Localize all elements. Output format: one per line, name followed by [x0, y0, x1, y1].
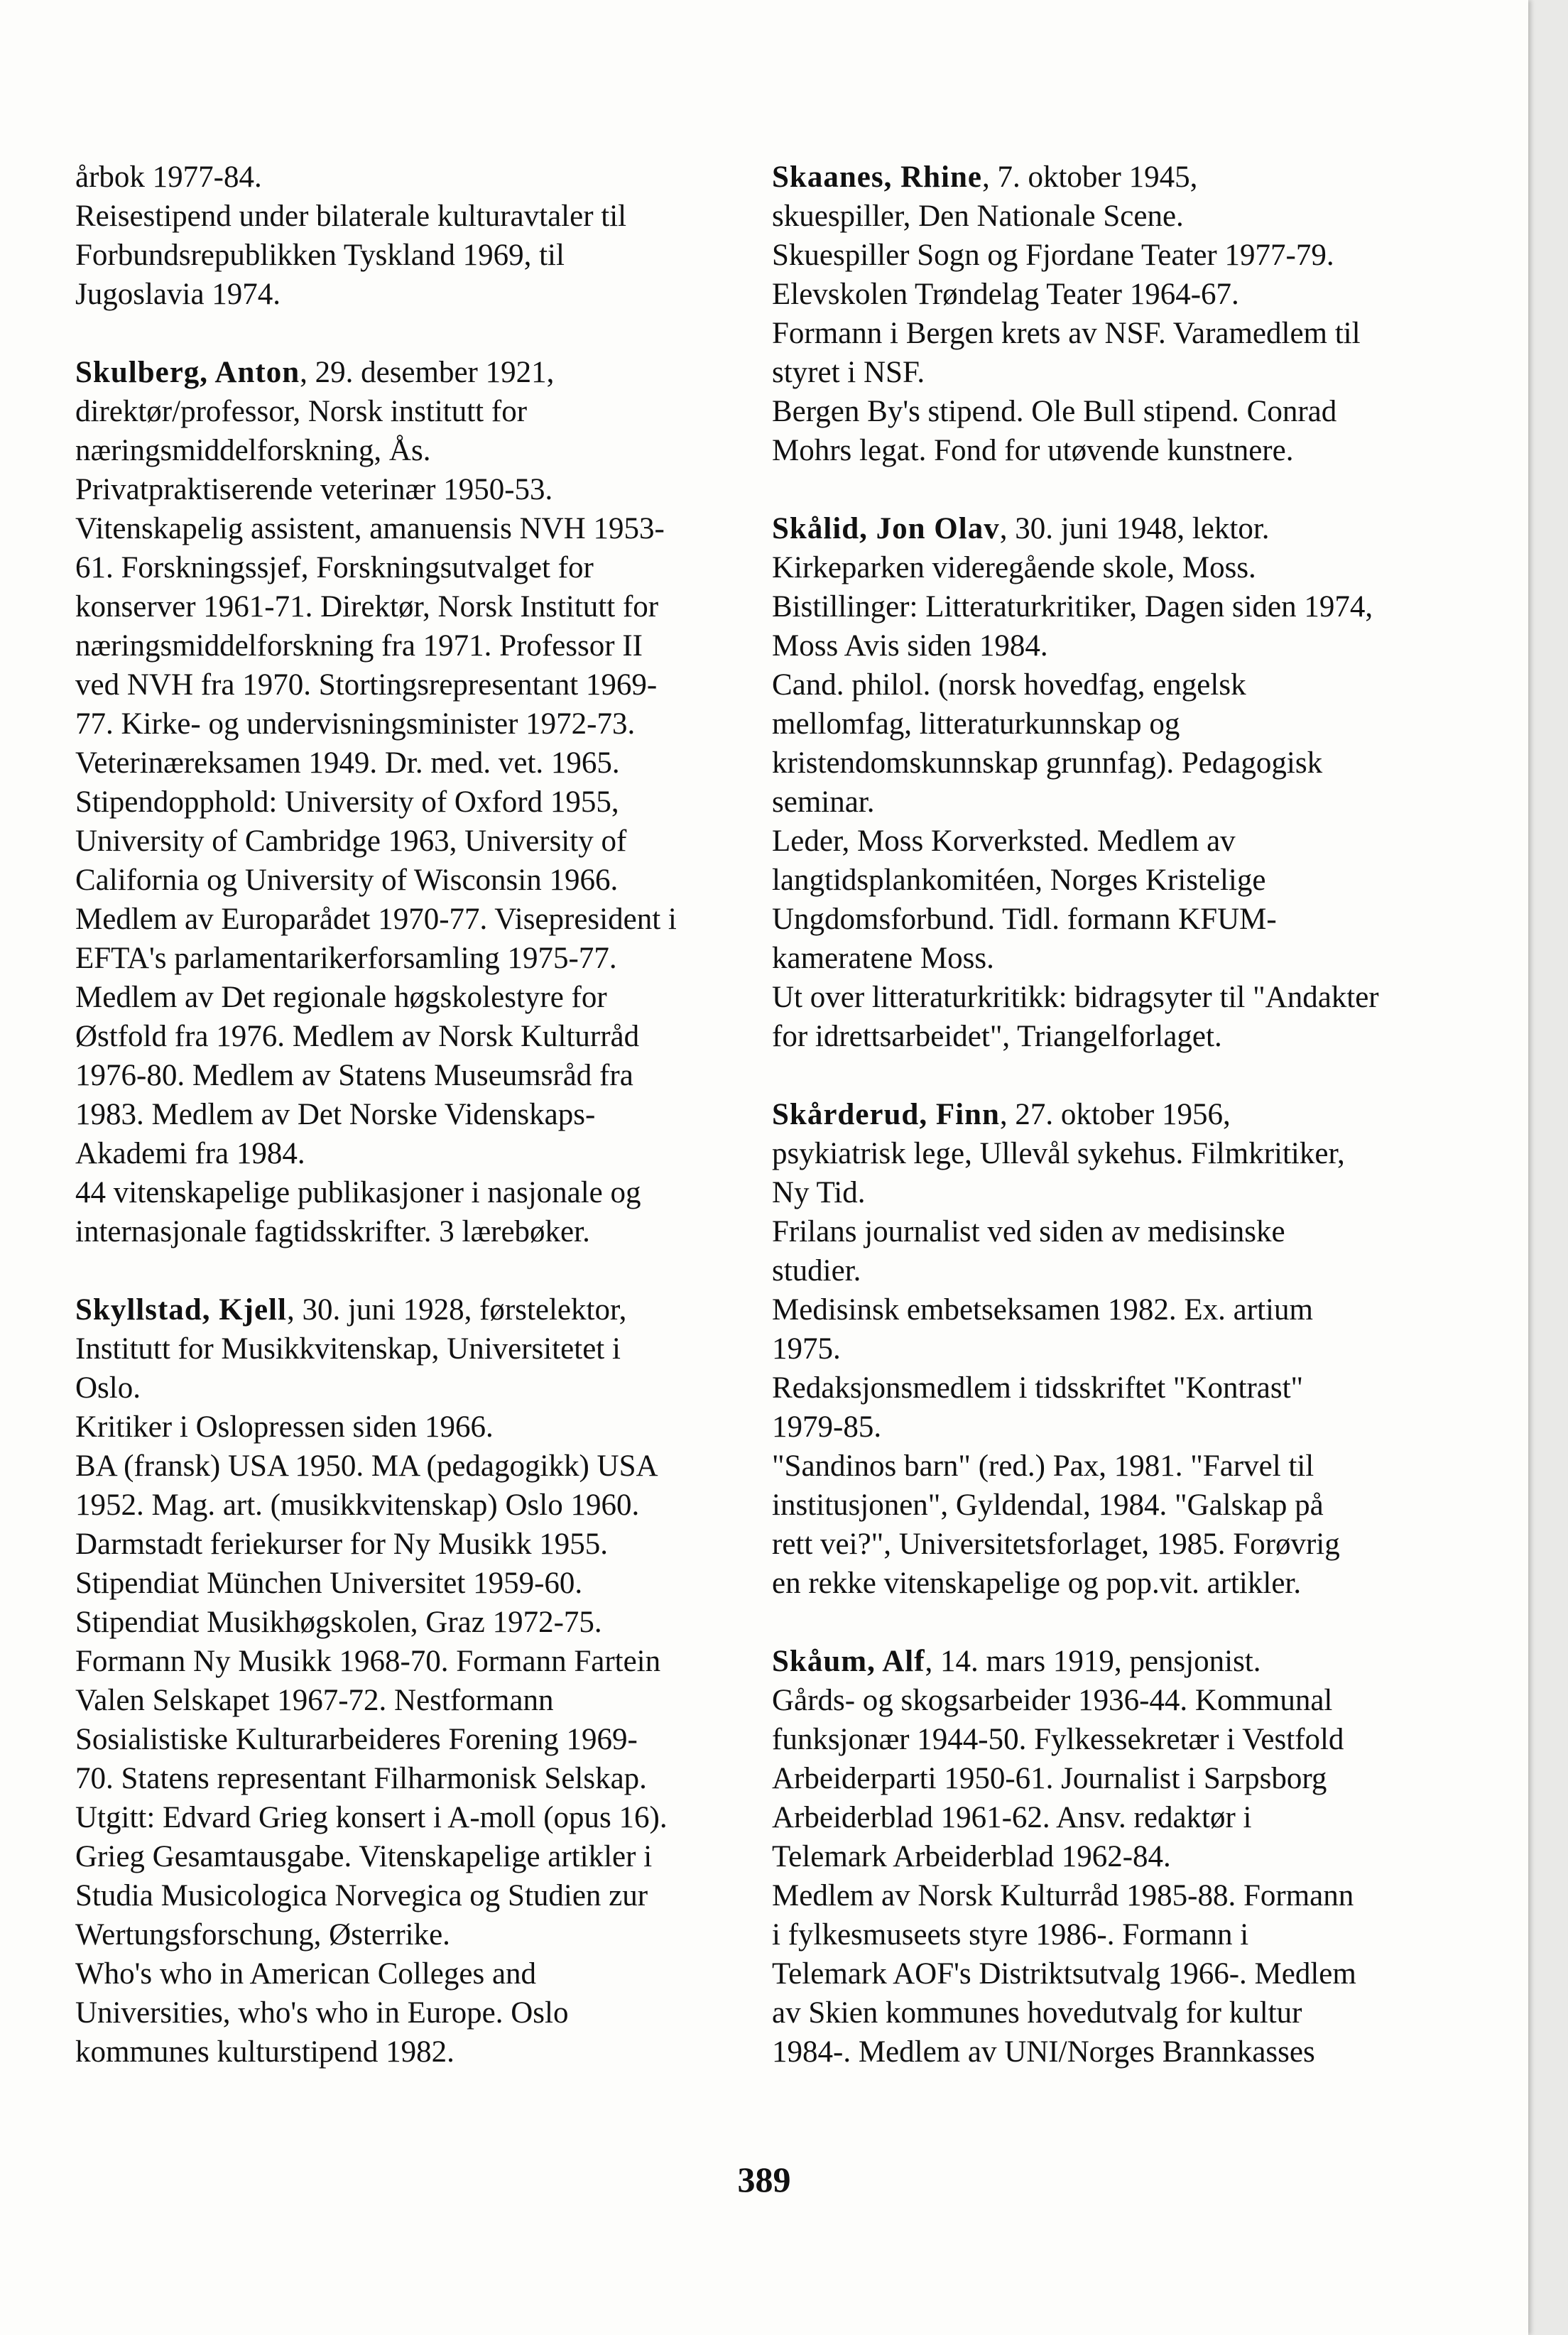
text-line: konserver 1961-71. Direktør, Norsk Institutt for [75, 590, 659, 624]
text-line: Østfold fra 1976. Medlem av Norsk Kulturråd [75, 1020, 640, 1053]
text-line: 70. Statens representant Filharmonisk Selskap. [75, 1762, 647, 1795]
text-line: en rekke vitenskapelige og pop.vit. artikler. [772, 1567, 1302, 1600]
text-line: Grieg Gesamtausgabe. Vitenskapelige artikler i [75, 1840, 653, 1873]
text-line: BA (fransk) USA 1950. MA (pedagogikk) USA [75, 1449, 658, 1483]
text-line: California og University of Wisconsin 1966. [75, 864, 619, 897]
text-line: Telemark Arbeiderblad 1962-84. [772, 1840, 1171, 1873]
text-line: skuespiller, Den Nationale Scene. [772, 200, 1184, 233]
text-line: kommunes kulturstipend 1982. [75, 2035, 454, 2069]
text-line: Who's who in American Colleges and [75, 1957, 537, 1991]
text-line: i fylkesmuseets styre 1986-. Formann i [772, 1918, 1249, 1952]
text-line: Studia Musicologica Norvegica og Studien zur [75, 1879, 648, 1912]
biography-entry [75, 353, 732, 1251]
left-entries [75, 353, 732, 2072]
text-line: 1983. Medlem av Det Norske Videnskaps- [75, 1098, 596, 1131]
entry-heading-line [772, 509, 1432, 548]
text-line: årbok 1977-84. [75, 160, 262, 194]
text-line: Elevskolen Trøndelag Teater 1964-67. [772, 278, 1239, 311]
text-line: direktør/professor, Norsk institutt for [75, 395, 528, 428]
text-line: EFTA's parlamentarikerforsamling 1975-77. [75, 942, 617, 975]
entry-heading-rest: , 30. juni 1948, lektor. [999, 512, 1270, 545]
text-line: Utgitt: Edvard Grieg konsert i A-moll (opus 16). [75, 1801, 668, 1834]
right-entries [772, 158, 1432, 2072]
entry-heading-rest: , 14. mars 1919, pensjonist. [925, 1645, 1261, 1678]
text-line: 61. Forskningssjef, Forskningsutvalget for [75, 551, 594, 584]
text-line: Formann Ny Musikk 1968-70. Formann Fartein [75, 1645, 661, 1678]
text-line: kristendomskunnskap grunnfag). Pedagogisk [772, 746, 1323, 780]
text-line: studier. [772, 1254, 861, 1288]
text-line: Arbeiderblad 1961-62. Ansv. redaktør i [772, 1801, 1252, 1834]
text-line: Bergen By's stipend. Ole Bull stipend. Conrad [772, 395, 1337, 428]
person-name: Skulberg, Anton [75, 356, 300, 389]
text-line: Veterinæreksamen 1949. Dr. med. vet. 1965. [75, 746, 620, 780]
text-line: langtidsplankomitéen, Norges Kristelige [772, 864, 1266, 897]
text-line: Leder, Moss Korverksted. Medlem av [772, 824, 1236, 858]
text-line: Medlem av Norsk Kulturråd 1985-88. Formann [772, 1879, 1354, 1912]
text-line: næringsmiddelforskning fra 1971. Professor II [75, 629, 643, 663]
person-name: Skålid, Jon Olav [772, 512, 1000, 545]
text-line: internasjonale fagtidsskrifter. 3 lærebøker. [75, 1215, 590, 1248]
person-name: Skaanes, Rhine [772, 160, 982, 194]
text-line: "Sandinos barn" (red.) Pax, 1981. "Farvel til [772, 1449, 1314, 1483]
entry-heading-rest: , 7. oktober 1945, [981, 160, 1198, 194]
text-line: Arbeiderparti 1950-61. Journalist i Sarpsborg [772, 1762, 1327, 1795]
text-line: Sosialistiske Kulturarbeideres Forening 1969- [75, 1723, 638, 1756]
text-line: Telemark AOF's Distriktsutvalg 1966-. Medlem [772, 1957, 1356, 1991]
entry-heading-line [772, 158, 1432, 197]
left-column [75, 158, 732, 2111]
entry-heading-rest: , 30. juni 1928, førstelektor, [286, 1293, 627, 1327]
text-line: 1976-80. Medlem av Statens Museumsråd fra [75, 1059, 633, 1092]
text-line: Wertungsforschung, Østerrike. [75, 1918, 450, 1952]
biography-entry [772, 158, 1432, 470]
biography-entry [772, 1642, 1432, 2072]
person-name: Skåum, Alf [772, 1645, 925, 1678]
text-line: Jugoslavia 1974. [75, 278, 281, 311]
text-line: av Skien kommunes hovedutvalg for kultur [772, 1996, 1302, 2030]
page-number: 389 [737, 2160, 791, 2199]
text-line: University of Cambridge 1963, University of [75, 824, 627, 858]
text-line: Reisestipend under bilaterale kulturavtaler til [75, 200, 627, 233]
text-line: 1979-85. [772, 1410, 882, 1444]
text-line: Darmstadt feriekurser for Ny Musikk 1955. [75, 1528, 608, 1561]
text-line: Redaksjonsmedlem i tidsskriftet "Kontrast" [772, 1371, 1304, 1405]
entry-heading-line [75, 1290, 732, 1329]
text-line: Forbundsrepublikken Tyskland 1969, til [75, 239, 565, 272]
text-line: Mohrs legat. Fond for utøvende kunstnere. [772, 434, 1294, 467]
entry-heading-line [75, 353, 732, 392]
text-line: rett vei?", Universitetsforlaget, 1985. Forøvrig [772, 1528, 1340, 1561]
text-line: Kritiker i Oslopressen siden 1966. [75, 1410, 494, 1444]
text-line: Cand. philol. (norsk hovedfag, engelsk [772, 668, 1246, 702]
text-line: næringsmiddelforskning, Ås. [75, 434, 431, 467]
text-line: Stipendiat München Universitet 1959-60. [75, 1567, 583, 1600]
text-line: Formann i Bergen krets av NSF. Varamedlem til [772, 317, 1361, 350]
text-line: Ungdomsforbund. Tidl. formann KFUM- [772, 903, 1277, 936]
entry-heading-line [772, 1642, 1432, 1681]
text-line: Privatpraktiserende veterinær 1950-53. [75, 473, 553, 506]
text-line: Universities, who's who in Europe. Oslo [75, 1996, 569, 2030]
text-line: 1952. Mag. art. (musikkvitenskap) Oslo 1960. [75, 1488, 640, 1522]
text-line: Akademi fra 1984. [75, 1137, 305, 1170]
text-line: seminar. [772, 785, 875, 819]
text-line: styret i NSF. [772, 356, 925, 389]
text-line: ved NVH fra 1970. Stortingsrepresentant 1969- [75, 668, 658, 702]
entry-heading-rest: , 29. desember 1921, [300, 356, 555, 389]
person-name: Skyllstad, Kjell [75, 1293, 287, 1327]
text-line: 44 vitenskapelige publikasjoner i nasjonale og [75, 1176, 641, 1209]
text-line: Oslo. [75, 1371, 141, 1405]
text-line: 77. Kirke- og undervisningsminister 1972-73. [75, 707, 636, 741]
text-line: for idrettsarbeidet", Triangelforlaget. [772, 1020, 1222, 1053]
entry-heading-line [772, 1095, 1432, 1134]
text-line: psykiatrisk lege, Ullevål sykehus. Filmkritiker, [772, 1137, 1345, 1170]
text-line: 1984-. Medlem av UNI/Norges Brannkasses [772, 2035, 1315, 2069]
text-line: Frilans journalist ved siden av medisinske [772, 1215, 1285, 1248]
text-line: Stipendiat Musikhøgskolen, Graz 1972-75. [75, 1606, 602, 1639]
text-line: Moss Avis siden 1984. [772, 629, 1048, 663]
person-name: Skårderud, Finn [772, 1098, 1000, 1131]
biography-entry [75, 1290, 732, 2072]
text-line: Gårds- og skogsarbeider 1936-44. Kommunal [772, 1684, 1333, 1717]
text-line: Medisinsk embetseksamen 1982. Ex. artium [772, 1293, 1313, 1327]
continued-entry [75, 158, 732, 314]
text-line: Stipendopphold: University of Oxford 1955, [75, 785, 619, 819]
text-line: Medlem av Europarådet 1970-77. Visepresident i [75, 903, 677, 936]
entry-heading-rest: , 27. oktober 1956, [999, 1098, 1231, 1131]
text-line: funksjonær 1944-50. Fylkessekretær i Vestfold [772, 1723, 1344, 1756]
text-line: Vitenskapelig assistent, amanuensis NVH 1953- [75, 512, 665, 545]
text-line: Ut over litteraturkritikk: bidragsyter til "Andakter [772, 981, 1379, 1014]
text-line: Skuespiller Sogn og Fjordane Teater 1977-79. [772, 239, 1334, 272]
text-line: mellomfag, litteraturkunnskap og [772, 707, 1180, 741]
text-line: Ny Tid. [772, 1176, 866, 1209]
text-line: Valen Selskapet 1967-72. Nestformann [75, 1684, 554, 1717]
biography-entry [772, 509, 1432, 1056]
text-line: 1975. [772, 1332, 841, 1366]
right-column [772, 158, 1432, 2111]
text-line: institusjonen", Gyldendal, 1984. "Galskap på [772, 1488, 1324, 1522]
text-line: kameratene Moss. [772, 942, 994, 975]
text-line: Kirkeparken videregående skole, Moss. [772, 551, 1256, 584]
text-line: Institutt for Musikkvitenskap, Universitetet i [75, 1332, 621, 1366]
biography-entry [772, 1095, 1432, 1603]
text-line: Medlem av Det regionale høgskolestyre for [75, 981, 607, 1014]
text-line: Bistillinger: Litteraturkritiker, Dagen siden 1974, [772, 590, 1373, 624]
